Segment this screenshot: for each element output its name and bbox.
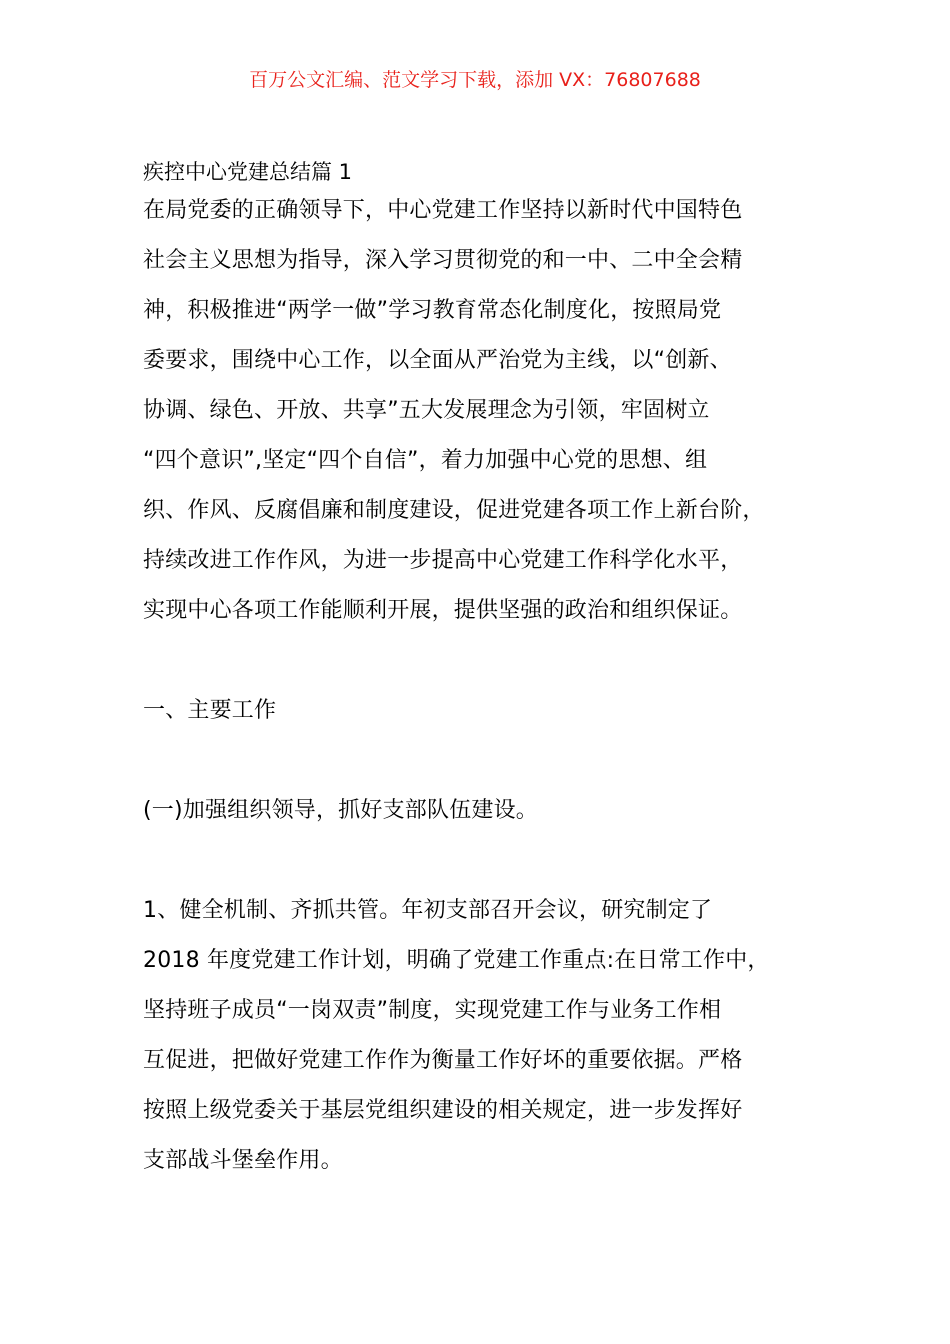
- paragraph-line: 在局党委的正确领导下，中心党建工作坚持以新时代中国特色: [143, 198, 743, 223]
- header-watermark-note: 百万公文汇编、范文学习下载，添加 VX：76807688: [249, 69, 701, 91]
- paragraph-line: 实现中心各项工作能顺利开展，提供坚强的政治和组织保证。: [143, 598, 743, 623]
- paragraph-line: 协调、绿色、开放、共享”五大发展理念为引领，牢固树立: [143, 398, 710, 423]
- paragraph-line: 1、健全机制、齐抓共管。年初支部召开会议，研究制定了: [143, 898, 713, 923]
- intro-paragraph: [143, 186, 833, 636]
- paragraph-line: 委要求，围绕中心工作，以全面从严治党为主线，以“创新、: [143, 348, 732, 373]
- paragraph-line: 互促进，把做好党建工作作为衡量工作好坏的重要依据。严格: [143, 1048, 743, 1073]
- item-1-paragraph: [143, 886, 833, 1186]
- section-heading: 一、主要工作: [143, 698, 277, 723]
- paragraph-line: “四个意识”,坚定“四个自信”，着力加强中心党的思想、组: [143, 448, 708, 473]
- document-title: 疾控中心党建总结篇 1: [143, 160, 353, 184]
- paragraph-line: 社会主义思想为指导，深入学习贯彻党的和一中、二中全会精: [143, 248, 743, 273]
- paragraph-line: 神，积极推进“两学一做”学习教育常态化制度化，按照局党: [143, 298, 722, 323]
- paragraph-line: 持续改进工作作风，为进一步提高中心党建工作科学化水平，: [143, 548, 743, 573]
- paragraph-line: 支部战斗堡垒作用。: [143, 1148, 343, 1173]
- paragraph-line: 织、作风、反腐倡廉和制度建设，促进党建各项工作上新台阶，: [143, 498, 765, 523]
- subsection-heading: (一)加强组织领导，抓好支部队伍建设。: [143, 798, 538, 823]
- document-body: [143, 158, 833, 1186]
- paragraph-line: 按照上级党委关于基层党组织建设的相关规定，进一步发挥好: [143, 1098, 743, 1123]
- paragraph-line: 坚持班子成员“一岗双责”制度，实现党建工作与业务工作相: [143, 998, 722, 1023]
- paragraph-line: 2018 年度党建工作计划，明确了党建工作重点:在日常工作中，: [143, 948, 770, 973]
